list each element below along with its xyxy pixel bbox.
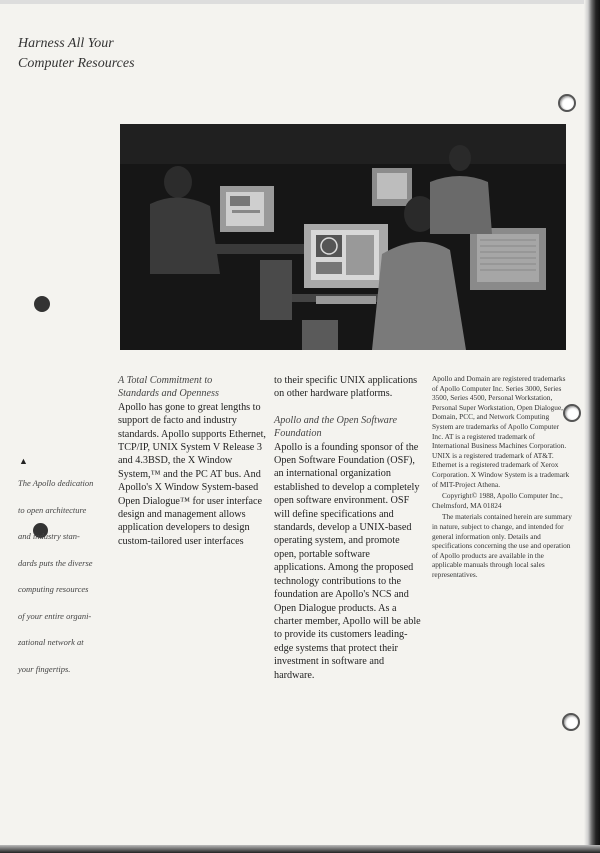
- sidebar-line: your fingertips.: [18, 663, 71, 674]
- sidebar-line: dards puts the diverse: [18, 557, 93, 568]
- page-title-line-2: Computer Resources: [18, 56, 135, 71]
- section-heading-osf: [274, 414, 424, 441]
- standards-paragraph-continued: to their specific UNIX applications on other hardware platforms.: [274, 375, 418, 400]
- column-1: [118, 374, 268, 548]
- standards-paragraph: Apollo has gone to great lengths to support de facto and industry standards. Apollo supports Ethernet, TCP/IP, UNIX System V Release 3 and 4.3BSD, the X Window System,™ and the PC AT bus. And Apollo's X Window System-based Open Dialogue™ for user interface design and management allows application developers to design custom-tailored user interfaces: [118, 401, 266, 547]
- binder-hole-top: [558, 94, 576, 112]
- page-right-edge: [584, 0, 600, 853]
- disclaimer-notice: The materials contained herein are summary in nature, subject to change, and intended for general information only. Details and specifications concerning the use and operation of Apollo products are available in the applicable manuals through local sales representatives.: [432, 512, 572, 579]
- sidebar-quote: [18, 470, 118, 682]
- section-heading-line: Foundation: [274, 428, 322, 440]
- sidebar-line: zational network at: [18, 637, 84, 647]
- sidebar-line: of your entire organi-: [18, 610, 92, 621]
- osf-paragraph: Apollo is a founding sponsor of the Open Software Foundation (OSF), an international organization established to develop a completely open software environment. OSF will define specifications and standards, develop a UNIX-based operating system, and promote open, portable software applications. Among the proposed technology contributions to the foundation are Apollo's NCS and Open Dialogue products. As a charter member, Apollo will be able to provide its customers leading-edge systems that protect their investment in software and hardware.: [274, 441, 421, 681]
- section-heading-line: Standards and Openness: [118, 388, 219, 400]
- punch-dot-left: [34, 296, 50, 312]
- binder-hole-bottom: [562, 713, 580, 731]
- sidebar-line: computing resources: [18, 584, 89, 594]
- sidebar-line: The Apollo dedication: [18, 478, 94, 488]
- column-2: [274, 374, 424, 682]
- triangle-up-icon: ▲: [19, 456, 28, 466]
- photo-computer-lab: [120, 124, 566, 350]
- page-top-edge: [0, 0, 600, 4]
- page-title-line-1: Harness All Your: [18, 36, 114, 51]
- sidebar-line: to open architecture: [18, 504, 87, 515]
- copyright-notice: Copyright© 1988, Apollo Computer Inc., Chelmsford, MA 01824: [432, 491, 563, 510]
- trademarks-notice: Apollo and Domain are registered trademarks of Apollo Computer Inc. Series 3000, Series 3500, Series 4500, Personal Workstation, Personal Super Workstation, Open Dialogue, Domain, PCC, and Network Computing System are trademarks of Apollo Computer Inc. AT is a registered trademark of International Business Machines Corporation. UNIX is a registered trademark of AT&T. Ethernet is a registered trademark of Xerox Corporation. X Window System is a trademark of MIT-Project Athena.: [432, 374, 570, 489]
- section-heading-line: A Total Commitment to: [118, 375, 213, 386]
- section-heading-standards: [118, 374, 268, 401]
- page-bottom-edge: [0, 845, 600, 853]
- column-3-legal: [432, 374, 572, 579]
- page-title: [18, 34, 198, 74]
- section-heading-line: Apollo and the Open Software: [274, 414, 397, 426]
- sidebar-line: and industry stan-: [18, 531, 80, 541]
